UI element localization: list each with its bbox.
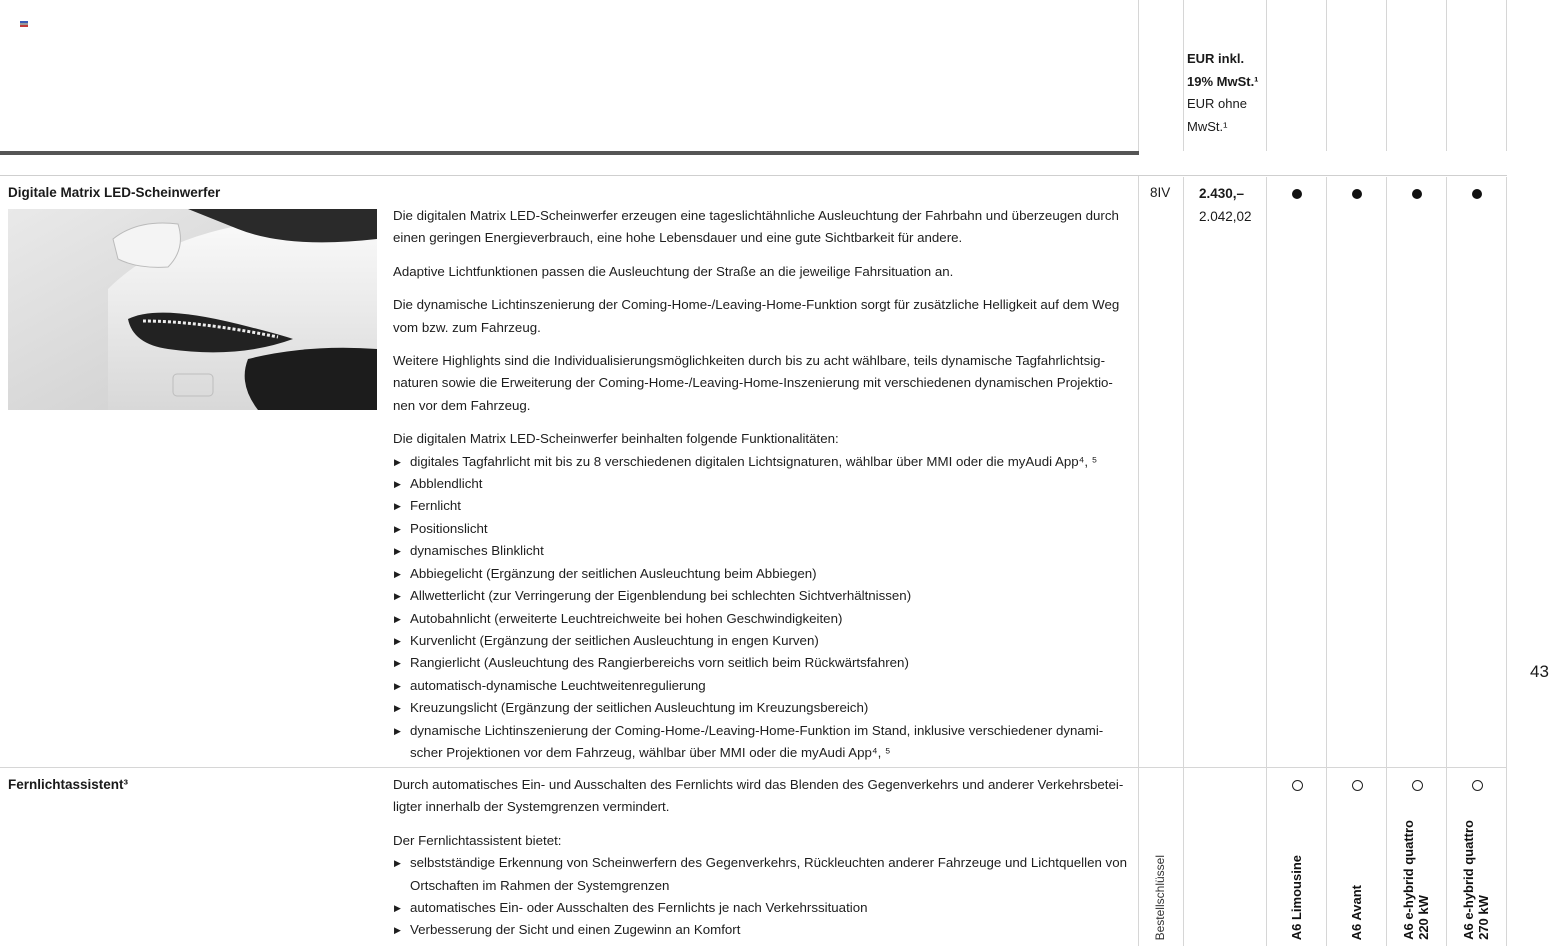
col-header-model-2: A6 Avant <box>1349 884 1364 940</box>
row-title: Digitale Matrix LED-Scheinwerfer <box>8 185 221 200</box>
col-header-model-1: A6 Limousine <box>1289 854 1304 940</box>
standard-dot-icon <box>1447 187 1507 203</box>
bullet-arrow-icon: ▶ <box>394 903 401 914</box>
row-description <box>393 205 1133 764</box>
list-item: ▶ Abblendlicht <box>393 473 1133 495</box>
col-header-model-3: A6 e-hybrid quattro 220 kW <box>1401 820 1431 940</box>
bullet-arrow-icon: ▶ <box>394 523 401 534</box>
optional-circle-icon <box>1447 779 1507 795</box>
row-description <box>393 774 1133 942</box>
bullet-arrow-icon: ▶ <box>394 725 401 736</box>
paragraph: Der Fernlichtassistent bietet: <box>393 832 562 848</box>
list-item: ▶ Verbesserung der Sicht und einen Zugewinn an Komfort <box>393 919 1133 941</box>
headlight-image <box>8 209 377 410</box>
price-gross: 2.430,– <box>1199 186 1245 201</box>
flag-logo-icon <box>20 21 28 27</box>
col-header-price-net: EUR ohne MwSt.¹ <box>1187 96 1247 134</box>
order-code: 8IV <box>1150 185 1171 200</box>
bullet-arrow-icon: ▶ <box>394 568 401 579</box>
standard-dot-icon <box>1327 187 1387 203</box>
list-item: ▶ Abbiegelicht (Ergänzung der seitlichen Ausleuchtung beim Abbiegen) <box>393 563 1133 585</box>
price-net: 2.042,02 <box>1199 209 1252 224</box>
optional-circle-icon <box>1387 779 1447 795</box>
bullet-arrow-icon: ▶ <box>394 613 401 624</box>
list-item: ▶ automatisch-dynamische Leuchtweitenregulierung <box>393 675 1133 697</box>
list-item: ▶ dynamisches Blinklicht <box>393 540 1133 562</box>
bullet-arrow-icon: ▶ <box>394 501 401 512</box>
col-header-order-key: Bestellschlüssel <box>1153 854 1167 940</box>
list-item: ▶ dynamische Lichtinszenierung der Coming-Home-/Leaving-Home-Funktion im Stand, inklusive verschiedener dynami-scher Projektionen vor dem Fahrzeug, wählbar über MMI oder die myAudi App⁴, ⁵ <box>393 720 1133 765</box>
bullet-arrow-icon: ▶ <box>394 658 401 669</box>
row-title: Fernlichtassistent³ <box>8 777 129 792</box>
col-header-model-4: A6 e-hybrid quattro 270 kW <box>1461 820 1491 940</box>
bullet-arrow-icon: ▶ <box>394 858 401 869</box>
paragraph: Adaptive Lichtfunktionen passen die Ausleuchtung der Straße an die jeweilige Fahrsituation an. <box>393 263 954 279</box>
paragraph: Die digitalen Matrix LED-Scheinwerfer erzeugen eine tageslichtähnliche Ausleuchtung der Fahrbahn und überzeugen durch einen geringen Energieverbrauch, eine hohe Lebensdauer und eine gute Sichtbarkeit für andere. <box>393 208 1119 246</box>
list-item: ▶ Allwetterlicht (zur Verringerung der Eigenblendung bei schlechten Sichtverhältnissen) <box>393 585 1133 607</box>
list-item: ▶ digitales Tagfahrlicht mit bis zu 8 verschiedenen digitalen Lichtsignaturen, wählbar über MMI oder die myAudi App⁴, ⁵ <box>393 451 1133 473</box>
standard-dot-icon <box>1267 187 1327 203</box>
paragraph: Die dynamische Lichtinszenierung der Coming-Home-/Leaving-Home-Funktion sorgt für zusätzliche Helligkeit auf dem Weg vom bzw. zum Fahrzeug. <box>393 297 1120 335</box>
list-item: ▶ Kreuzungslicht (Ergänzung der seitlichen Ausleuchtung im Kreuzungsbereich) <box>393 697 1133 719</box>
standard-dot-icon <box>1387 187 1447 203</box>
list-item: ▶ automatisches Ein- oder Ausschalten des Fernlichts je nach Verkehrssituation <box>393 897 1133 919</box>
bullet-arrow-icon: ▶ <box>394 479 401 490</box>
page-number: 43 <box>1530 662 1549 681</box>
bullet-arrow-icon: ▶ <box>394 925 401 936</box>
list-item: ▶ selbstständige Erkennung von Scheinwerfern des Gegenverkehrs, Rückleuchten anderer Fahrzeuge und Lichtquellen von Ortschaften im Rahmen der Systemgrenzen <box>393 852 1133 897</box>
bullet-arrow-icon: ▶ <box>394 591 401 602</box>
list-item: ▶ Fernlicht <box>393 495 1133 517</box>
optional-circle-icon <box>1267 779 1327 795</box>
list-item: ▶ Rangierlicht (Ausleuchtung des Rangierbereichs vorn seitlich beim Rückwärtsfahren) <box>393 652 1133 674</box>
optional-circle-icon <box>1327 779 1387 795</box>
list-item: ▶ Positionslicht <box>393 518 1133 540</box>
list-item: ▶ Autobahnlicht (erweiterte Leuchtreichweite bei hohen Geschwindigkeiten) <box>393 608 1133 630</box>
paragraph: Die digitalen Matrix LED-Scheinwerfer beinhalten folgende Funktionalitäten: <box>393 431 839 447</box>
price-cell <box>1199 182 1252 228</box>
list-item: ▶ Kurvenlicht (Ergänzung der seitlichen Ausleuchtung in engen Kurven) <box>393 630 1133 652</box>
paragraph: Weitere Highlights sind die Individualisierungsmöglichkeiten durch bis zu acht wählbare, teils dynamische Tagfahrlichtsig-naturen sowie die Erweiterung der Coming-Home-/Leaving-Home-Inszenierung mit verschiedenen dynamischen Projektio-nen vor dem Fahrzeug. <box>393 353 1113 413</box>
paragraph: Durch automatisches Ein- und Ausschalten des Fernlichts wird das Blenden des Gegenverkehrs und anderer Verkehrsbetei-ligter innerhalb der Systemgrenzen vermindert. <box>393 777 1124 815</box>
bullet-arrow-icon: ▶ <box>394 680 401 691</box>
col-header-price-gross: EUR inkl. 19% MwSt.¹ <box>1187 51 1259 89</box>
bullet-arrow-icon: ▶ <box>394 703 401 714</box>
bullet-arrow-icon: ▶ <box>394 546 401 557</box>
bullet-arrow-icon: ▶ <box>394 456 401 467</box>
feature-list <box>393 451 1133 765</box>
col-header-price <box>1187 48 1267 138</box>
feature-list <box>393 852 1133 942</box>
bullet-arrow-icon: ▶ <box>394 635 401 646</box>
